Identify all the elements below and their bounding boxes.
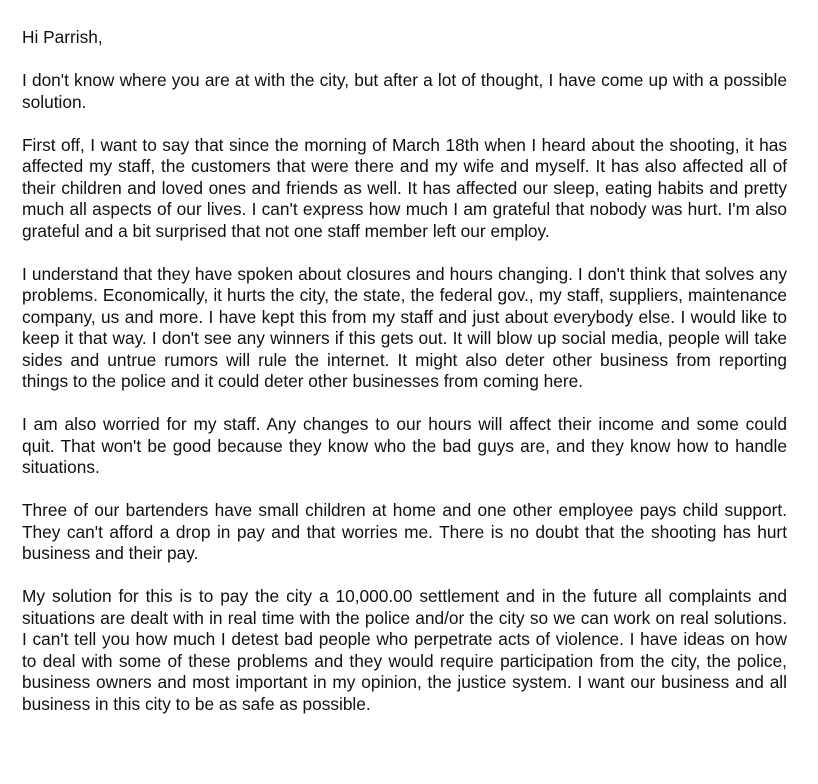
paragraph-solution: My solution for this is to pay the city a 10,000.00 settlement and in the future all complaints and situations are dealt with in real time with the police and/or the city so we can work on real solutions. I can't tell you how much I detest bad people who perpetrate acts of violence. I have ideas on how to deal with some of these problems and they would require participation from the city, the police, business owners and most important in my opinion, the justice system. I want our business and all business in this city to be as safe as possible. xyxy=(22,586,787,714)
paragraph-bartenders: Three of our bartenders have small children at home and one other employee pays child support. They can't afford a drop in pay and that worries me. There is no doubt that the shooting has hurt business and their pay. xyxy=(22,500,787,563)
paragraph-closures: I understand that they have spoken about closures and hours changing. I don't think that solves any problems. Economically, it hurts the city, the state, the federal gov., my staff, suppliers, maintenance company, us and more. I have kept this from my staff and just about everybody else. I would like to keep it that way. I don't see any winners if this gets out. It will blow up social media, people will take sides and untrue rumors will rule the internet. It might also deter other business from reporting things to the police and it could deter other businesses from coming here. xyxy=(22,263,787,391)
paragraph-impact: First off, I want to say that since the morning of March 18th when I heard about the shooting, it has affected my staff, the customers that were there and my wife and myself. It has also affected all of their children and loved ones and friends as well. It has affected our sleep, eating habits and pretty much all aspects of our lives. I can't express how much I am grateful that nobody was hurt. I'm also grateful and a bit surprised that not one staff member left our employ. xyxy=(22,134,787,241)
paragraph-staff-worries: I am also worried for my staff. Any changes to our hours will affect their income and some could quit. That won't be good because they know who the bad guys are, and they know how to handle situations. xyxy=(22,414,787,477)
letter-body xyxy=(22,27,787,715)
paragraph-intro: I don't know where you are at with the city, but after a lot of thought, I have come up with a possible solution. xyxy=(22,70,787,112)
greeting: Hi Parrish, xyxy=(22,27,103,47)
